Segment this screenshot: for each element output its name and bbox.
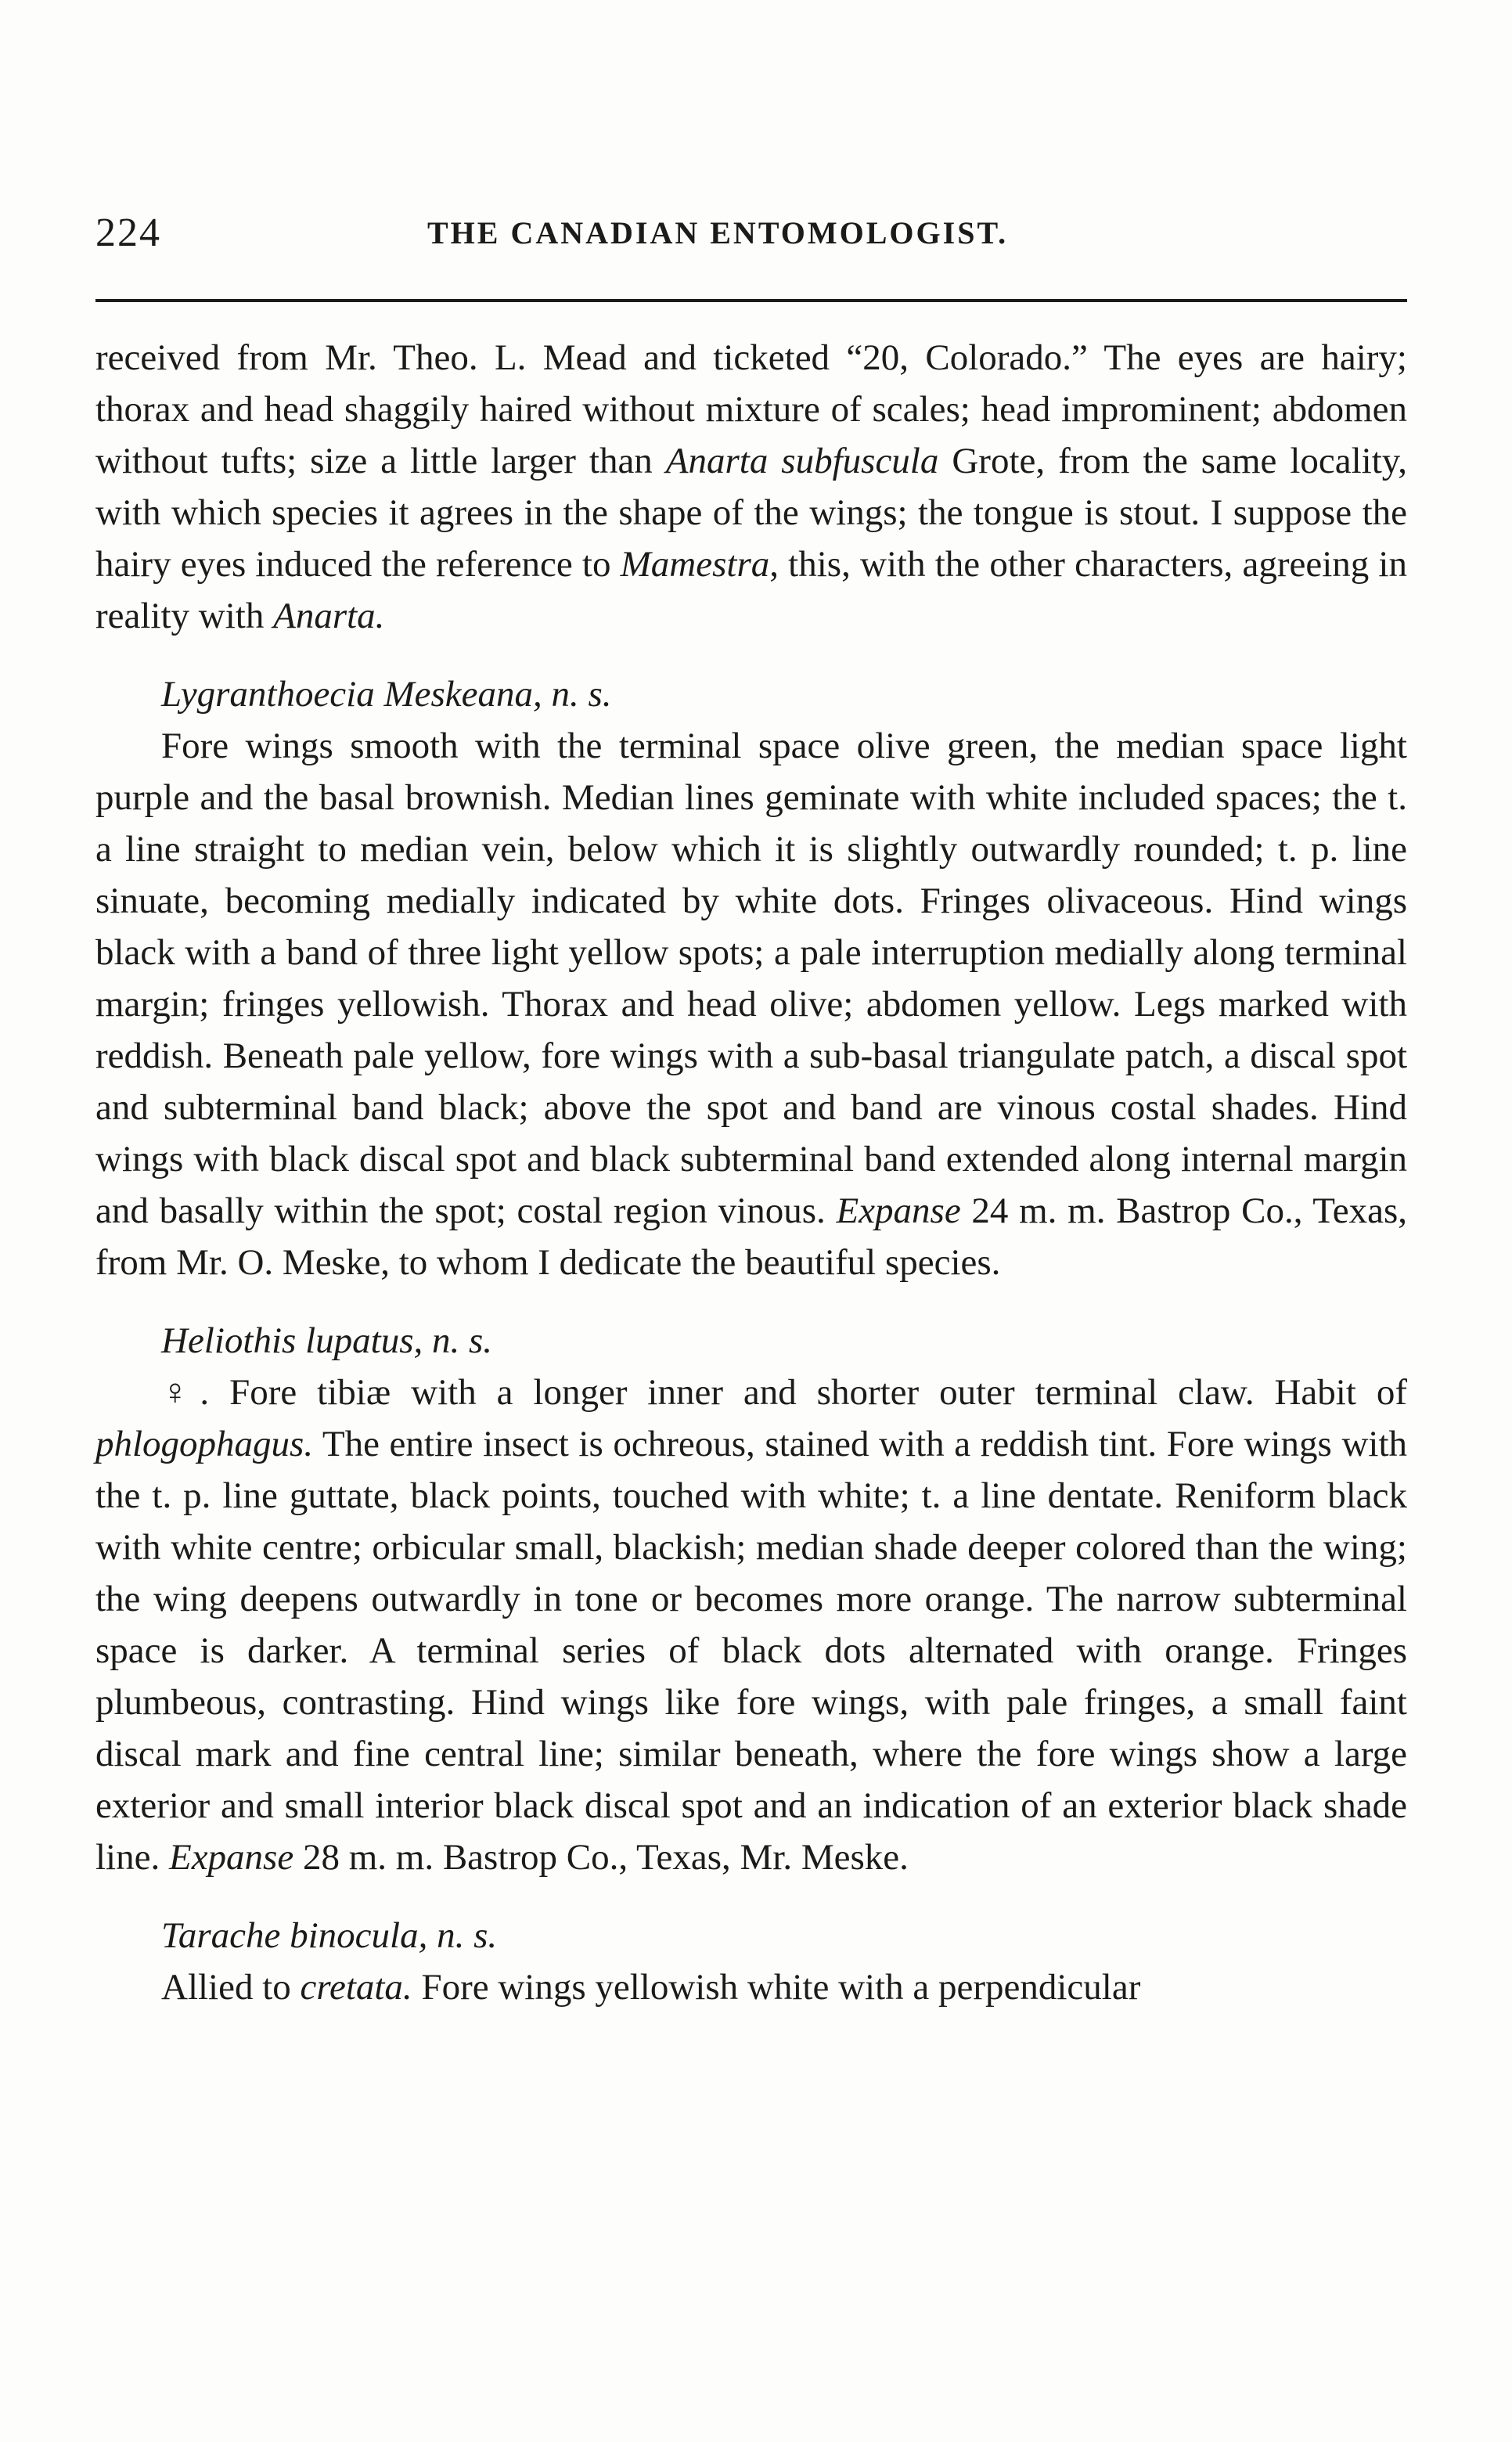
species-heading: Heliothis lupatus, n. s.: [161, 1320, 493, 1361]
genus-name: Mamestra: [620, 544, 770, 585]
page-header: [95, 210, 1407, 265]
text-run: Fore wings yellowish white with a perpendicular: [412, 1967, 1141, 2008]
genus-name: Anarta.: [273, 596, 385, 636]
text-run: , this, with the other characters, agreeing in reality with: [95, 544, 1407, 636]
paragraph-continued: [95, 332, 1407, 642]
expanse-label: Expanse: [168, 1837, 294, 1878]
page-number: 224: [95, 211, 161, 255]
text-run: ♀. Fore tibiæ with a longer inner and shorter outer terminal claw. Habit of: [161, 1372, 1407, 1413]
text-run: Allied to: [161, 1967, 301, 2008]
species-name: phlogophagus.: [95, 1424, 314, 1464]
article-text: [95, 332, 1407, 2013]
header-rule: [95, 299, 1407, 302]
species-heading: Tarache binocula, n. s.: [161, 1915, 498, 1956]
species-description: [95, 720, 1407, 1288]
running-title: THE CANADIAN ENTOMOLOGIST.: [427, 215, 1009, 250]
expanse-label: Expanse: [836, 1190, 961, 1231]
species-heading: Lygranthoecia Meskeana, n. s.: [161, 674, 612, 715]
text-run: 24 m. m. Bastrop Co., Texas, from Mr. O. Meske, to whom I dedicate the beautiful species.: [95, 1190, 1407, 1283]
text-run: 28 m. m. Bastrop Co., Texas, Mr. Meske.: [293, 1837, 909, 1878]
species-name: Anarta subfuscula: [665, 441, 939, 481]
text-run: Grote, from the same locality, with which species it agrees in the shape of the wings; the tongue is stout. I suppose the hairy eyes induced the reference to: [95, 441, 1408, 585]
species-name: cretata.: [300, 1967, 412, 2008]
text-run: Fore wings smooth with the terminal space olive green, the median space light purple and the basal brownish. Median lines geminate with white included spaces; the t. a line straight to median vein, below which it is slightly outwardly rounded; t. p. line sinuate, becoming medially indicated by white dots. Fringes olivaceous. Hind wings black with a band of three light yellow spots; a pale interruption medially along terminal margin; fringes yellowish. Thorax and head olive; abdomen yellow. Legs marked with reddish. Beneath pale yellow, fore wings with a sub-basal triangulate patch, a discal spot and subterminal band black; above the spot and band are vinous costal shades. Hind wings with black discal spot and black subterminal band extended along internal margin and basally within the spot; costal region vinous.: [95, 726, 1407, 1231]
species-description: [95, 1961, 1407, 2013]
text-run: The entire insect is ochreous, stained with a reddish tint. Fore wings with the t. p. line guttate, black points, touched with white; t. a line dentate. Reniform black with white centre; orbicular small, blackish; median shade deeper colored than the wing; the wing deepens outwardly in tone or becomes more orange. The narrow subterminal space is darker. A terminal series of black dots alternated with orange. Fringes plumbeous, contrasting. Hind wings like fore wings, with pale fringes, a small faint discal mark and fine central line; similar beneath, where the fore wings show a large exterior and small interior black discal spot and an indication of an exterior black shade line.: [95, 1424, 1407, 1878]
species-description: [95, 1367, 1407, 1883]
text-run: received from Mr. Theo. L. Mead and ticketed “20, Colorado.” The eyes are hairy; thorax and head shaggily haired without mixture of scales; head improminent; abdomen without tufts; size a little larger than: [95, 337, 1407, 481]
